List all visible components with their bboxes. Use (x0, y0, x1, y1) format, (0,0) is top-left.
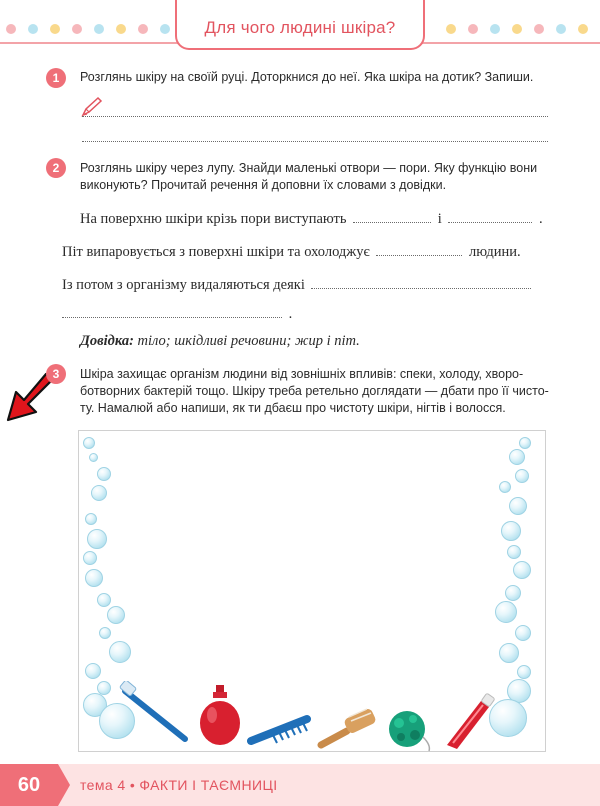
bubble (85, 513, 97, 525)
decorative-dot (138, 24, 148, 34)
decorative-dot (94, 24, 104, 34)
soap-bottle-icon (197, 683, 243, 747)
header-band (0, 0, 600, 54)
task-3-line-3: ту. Намалюй або напиши, як ти дбаєш про чистоту шкіри, нігтів і волосся. (80, 401, 506, 415)
hint-label: Довідка: (80, 333, 134, 349)
task-number-3: 3 (46, 364, 66, 384)
decorative-dot (446, 24, 456, 34)
bubble (501, 521, 521, 541)
decorative-dot (50, 24, 60, 34)
bubble (91, 485, 107, 501)
answer-line-1a[interactable] (82, 116, 548, 117)
page-number: 60 (0, 764, 58, 806)
task-3-text (80, 366, 550, 417)
page-number-notch (58, 764, 70, 806)
hint-words: тіло; шкідливі речовини; жир і піт. (137, 333, 360, 349)
sponge-icon (385, 707, 435, 753)
task-3-line-2: ботворних бактерій тощо. Шкіру треба ретельно доглядати — дбати про її чисто- (80, 384, 549, 398)
footer-topic: тема 4 • ФАКТИ І ТАЄМНИЦІ (80, 777, 278, 793)
decorative-dot (6, 24, 16, 34)
drawing-area[interactable] (78, 430, 546, 752)
bubble (87, 529, 107, 549)
sentence-3-cont (62, 306, 292, 323)
bubble (83, 437, 95, 449)
sentence-2 (62, 244, 521, 261)
decorative-dot (468, 24, 478, 34)
bubble (519, 437, 531, 449)
decorative-dot (534, 24, 544, 34)
sentence-1-start: На поверхню шкіри крізь пори виступають (80, 211, 347, 227)
decorative-dot (556, 24, 566, 34)
task-1-text: Розглянь шкіру на своїй руці. Доторкнися до неї. Яка шкіра на дотик? Запиши. (80, 70, 534, 84)
bubble (85, 569, 103, 587)
sentence-3 (62, 277, 534, 294)
task-2-text (80, 160, 550, 194)
blank-2[interactable] (376, 255, 462, 256)
bubble (517, 665, 531, 679)
decorative-dot (160, 24, 170, 34)
bubble (507, 545, 521, 559)
toothpaste-icon (439, 693, 499, 751)
decorative-dot (72, 24, 82, 34)
sentence-2-end: людини. (469, 244, 521, 260)
bubble (495, 601, 517, 623)
sentence-1 (80, 211, 543, 228)
sentence-2-start: Піт випаровується з поверхні шкіри та охолоджує (62, 244, 370, 260)
bubble (85, 663, 101, 679)
bubble (515, 469, 529, 483)
bubble (97, 467, 111, 481)
title-tab (175, 0, 425, 50)
blank-3b[interactable] (62, 317, 282, 318)
task-3-line-1: Шкіра захищає організм людини від зовнішніх впливів: спеки, холоду, хворо- (80, 367, 524, 381)
decorative-dot (512, 24, 522, 34)
bubble (515, 625, 531, 641)
bubble (107, 606, 125, 624)
decorative-dot (578, 24, 588, 34)
bubble (99, 627, 111, 639)
decorative-dot (116, 24, 126, 34)
bubble (509, 497, 527, 515)
hint (80, 333, 360, 350)
bubble (97, 593, 111, 607)
answer-line-1b[interactable] (82, 141, 548, 142)
bubble (499, 481, 511, 493)
pencil-icon (80, 96, 104, 118)
task-number-1: 1 (46, 68, 66, 88)
bubble (109, 641, 131, 663)
task-2-line-2: виконують? Прочитай речення й доповни їх словами з довідки. (80, 178, 447, 192)
brush-icon (317, 707, 379, 751)
sentence-3-end: . (288, 306, 293, 322)
bubble (513, 561, 531, 579)
bubble (499, 643, 519, 663)
comb-icon (247, 713, 313, 749)
sentence-3-start: Із потом з організму видаляються деякі (62, 277, 305, 293)
decorative-dot (28, 24, 38, 34)
bubble (89, 453, 98, 462)
sentence-1-and: і (437, 211, 442, 227)
decorative-dot (490, 24, 500, 34)
blank-1b[interactable] (448, 222, 532, 223)
task-number-2: 2 (46, 158, 66, 178)
page-title: Для чого людині шкіра? (204, 18, 396, 37)
bubble (505, 585, 521, 601)
sentence-1-end: . (539, 211, 543, 227)
toothbrush-icon (119, 681, 191, 743)
blank-1a[interactable] (353, 222, 431, 223)
bubble (509, 449, 525, 465)
task-2-line-1: Розглянь шкіру через лупу. Знайди маленькі отвори — пори. Яку функцію вони (80, 161, 538, 175)
bubble (83, 551, 97, 565)
blank-3a[interactable] (311, 288, 531, 289)
